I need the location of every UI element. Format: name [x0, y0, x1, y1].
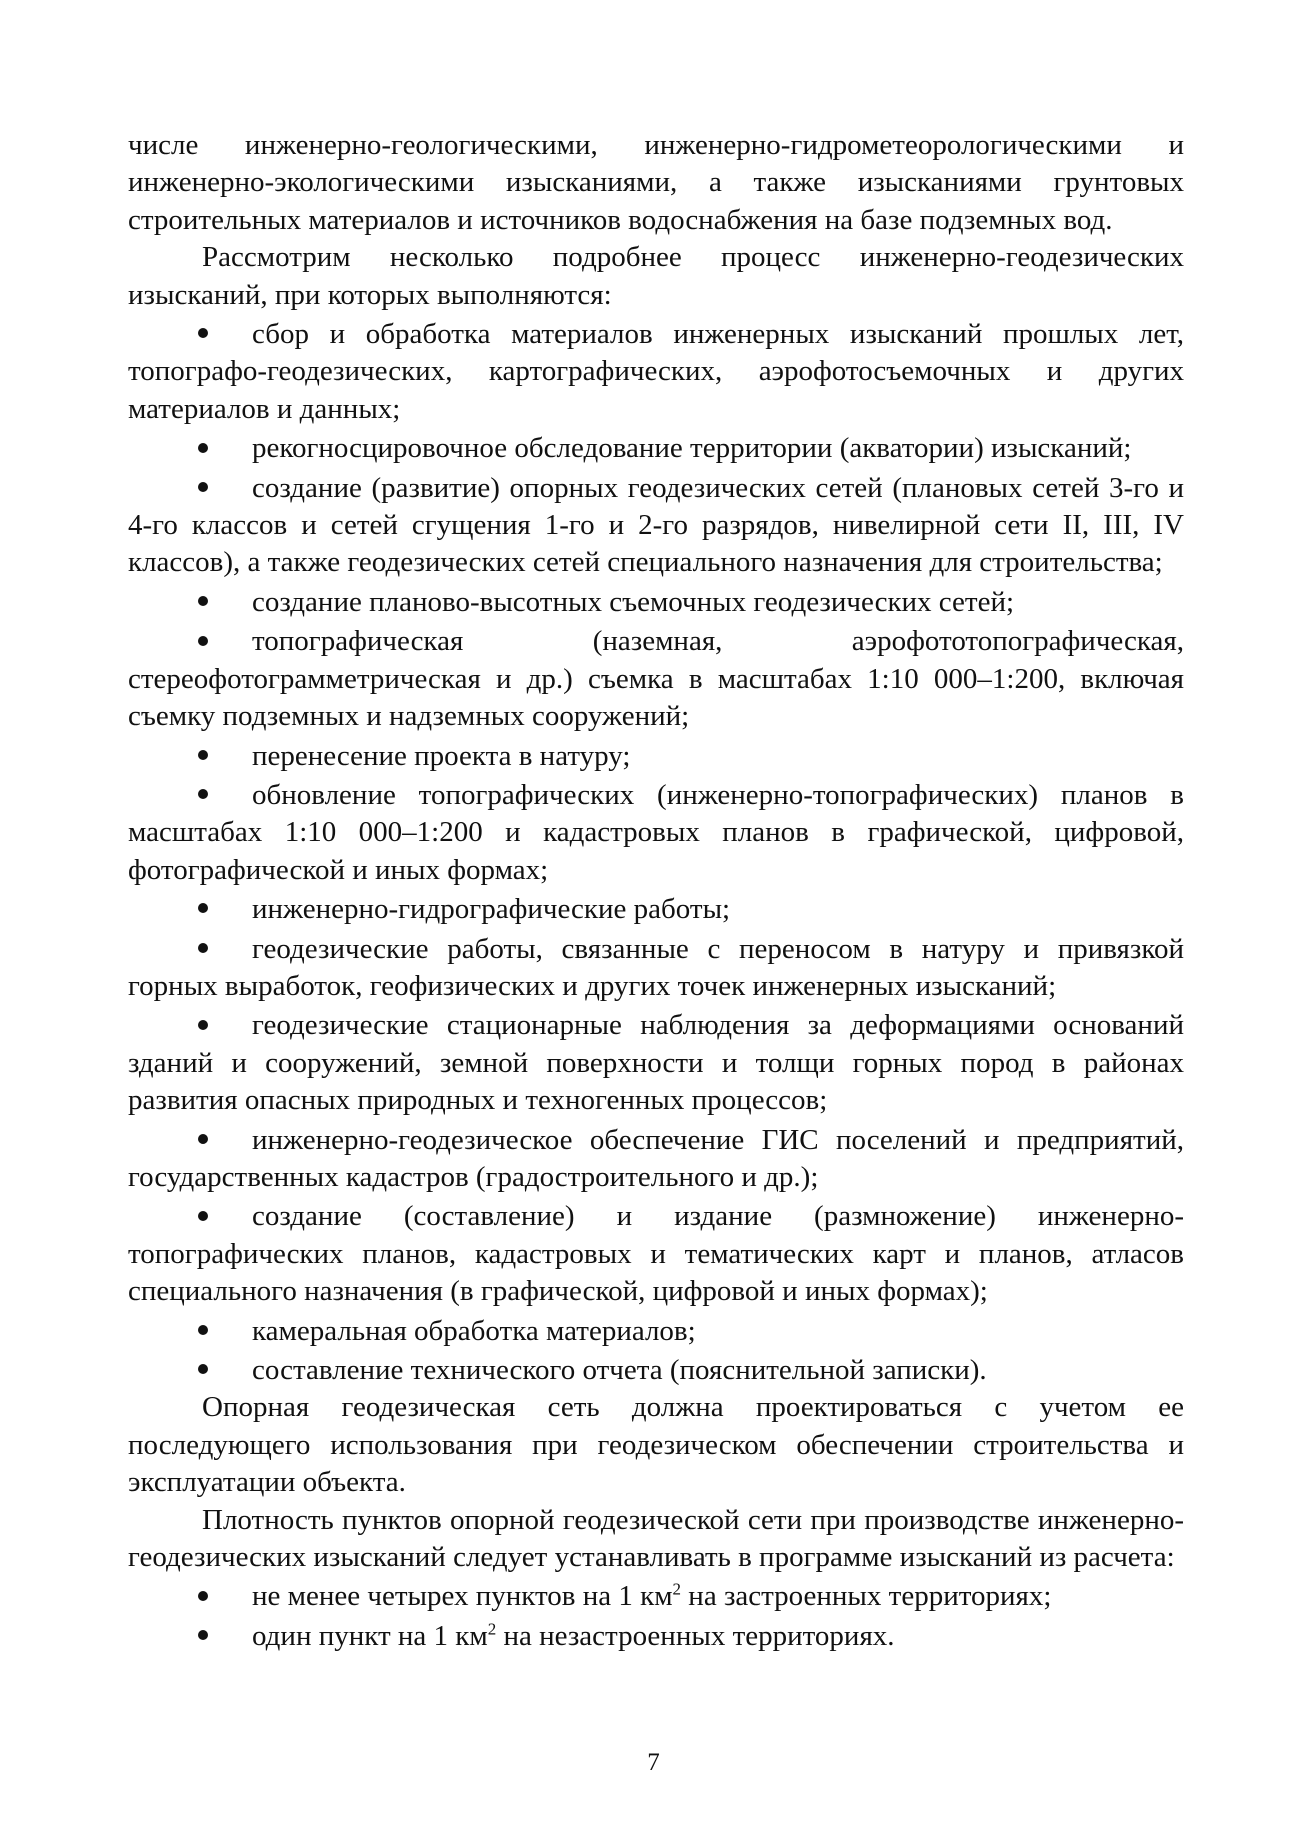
list-item: [128, 470, 1184, 582]
list-item-text: сбор и обработка материалов инженерных изысканий прошлых лет, топографо-геодезических, картографических, аэрофотосъемочных и других материалов и данных;: [128, 318, 1184, 425]
list-item-text: инженерно-гидрографические работы;: [252, 893, 731, 926]
list-item-text: создание (развитие) опорных геодезических сетей (плановых сетей 3-го и 4-го классов и сетей сгущения 1-го и 2-го разрядов, нивелирной сети II, III, IV классов), а также геодезических сетей специального назначения для строительства;: [128, 471, 1184, 579]
list-item: [128, 430, 1184, 467]
superscript: 2: [487, 1619, 497, 1639]
list-item-text: геодезические стационарные наблюдения за деформациями оснований зданий и сооружений, земной поверхности и толщи горных пород в районах развития опасных природных и техногенных процессов;: [128, 1009, 1184, 1117]
list-item: [128, 891, 1184, 928]
list-item-text: камеральная обработка материалов;: [252, 1314, 696, 1347]
page-number: 7: [647, 1749, 660, 1776]
list-item-text: на незастроенных территориях.: [496, 1619, 895, 1652]
list-item-text: создание планово-высотных съемочных геодезических сетей;: [252, 585, 1015, 618]
list-item-text: один пункт на 1 км: [252, 1619, 488, 1652]
list-item: [128, 1198, 1184, 1310]
network-paragraph: Опорная геодезическая сеть должна проектироваться с учетом ее последующего использования при геодезическом обеспечении строительства и эксплуатации объекта.: [128, 1391, 1184, 1499]
list-item: [128, 1122, 1184, 1197]
list-item-text: топографическая (наземная, аэрофототопографическая, стереофотограмметрическая и др.) съемка в масштабах 1:10 000–1:200, включая съемку подземных и надземных сооружений;: [128, 625, 1184, 733]
bullet-icon: [202, 1198, 252, 1235]
superscript: 2: [672, 1579, 682, 1599]
density-list: [128, 1578, 1184, 1655]
bullet-icon: [202, 584, 252, 621]
list-item-text: инженерно-геодезическое обеспечение ГИС поселений и предприятий, государственных кадастров (градостроительного и др.);: [128, 1123, 1184, 1193]
intro-paragraph: Рассмотрим несколько подробнее процесс инженерно-геодезических изысканий, при которых выполняются:: [128, 241, 1184, 311]
list-item-text: составление технического отчета (пояснительной записки).: [252, 1354, 987, 1386]
list-item-text: рекогносцировочное обследование территории (акватории) изысканий;: [252, 432, 1132, 465]
bullet-icon: [202, 931, 252, 968]
list-item: [128, 1352, 1184, 1389]
list-item-text: геодезические работы, связанные с переносом в натуру и привязкой горных выработок, геофизических и других точек инженерных изысканий;: [128, 932, 1184, 1002]
bullet-icon: [202, 430, 252, 467]
list-item-text: создание (составление) и издание (размножение) инженерно-топографических планов, кадастровых и тематических карт и планов, атласов специального назначения (в графической, цифровой и иных формах);: [128, 1200, 1184, 1308]
list-item: [128, 584, 1184, 621]
list-item-text: не менее четырех пунктов на 1 км: [252, 1580, 673, 1613]
list-item-text: перенесение проекта в натуру;: [252, 739, 631, 772]
bullet-icon: [202, 470, 252, 507]
list-item: [128, 738, 1184, 775]
list-item-text: на застроенных территориях;: [681, 1580, 1052, 1613]
bullet-icon: [202, 1122, 252, 1159]
survey-work-list: [128, 316, 1184, 1389]
list-item: [128, 1007, 1184, 1119]
page-text: [128, 127, 1184, 1655]
list-item: [128, 777, 1184, 889]
bullet-icon: [202, 738, 252, 775]
bullet-icon: [202, 1007, 252, 1044]
density-paragraph: Плотность пунктов опорной геодезической сети при производстве инженерно-геодезических изысканий следует устанавливать в программе изысканий из расчета:: [128, 1503, 1184, 1574]
list-item: [128, 316, 1184, 428]
continuation-paragraph: числе инженерно-геологическими, инженерно-гидрометеорологическими и инженерно-экологическими изысканиями, а также изысканиями грунтовых строительных материалов и источников водоснабжения на базе подземных вод.: [128, 129, 1184, 236]
list-item: [128, 1618, 1184, 1655]
bullet-icon: [202, 1352, 252, 1389]
bullet-icon: [202, 316, 252, 353]
bullet-icon: [202, 1618, 252, 1655]
bullet-icon: [202, 891, 252, 928]
list-item: [128, 1578, 1184, 1615]
bullet-icon: [202, 1313, 252, 1350]
list-item: [128, 931, 1184, 1006]
bullet-icon: [202, 777, 252, 814]
bullet-icon: [202, 1578, 252, 1615]
list-item: [128, 1313, 1184, 1350]
list-item-text: обновление топографических (инженерно-топографических) планов в масштабах 1:10 000–1:200 и кадастровых планов в графической, цифровой, фотографической и иных формах;: [128, 778, 1184, 886]
list-item: [128, 623, 1184, 735]
bullet-icon: [202, 623, 252, 660]
